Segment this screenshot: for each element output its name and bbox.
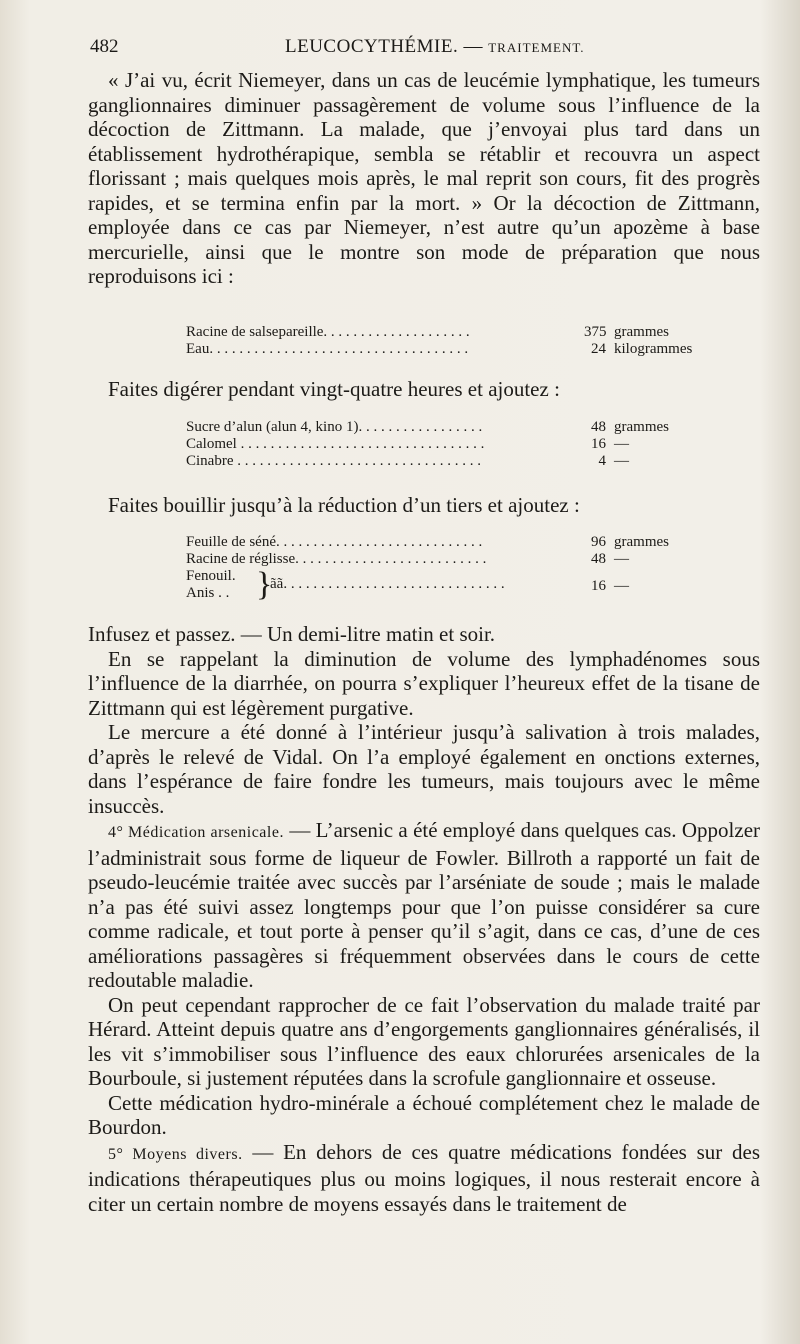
recipe-unit: — (614, 578, 629, 594)
running-title (285, 36, 585, 58)
section-4-text: — L’arsenic a été employé dans quelques cas. Oppolzer l’administrait sous forme de liqueur de Fowler. Billroth a rapporté un fait de pseudo-leucémie traitée avec succès par l’arséniate de soude ; mais le malade n’a pas été suivi assez longtemps pour que l’on puisse considérer sa cure comme radicale, et tout porte à penser qu’il s’agit, dans ce cas, d’une de ces améliorations passagères si fréquemment observées dans le cours de cette redoutable maladie. (88, 818, 761, 992)
recipe-additions (186, 419, 706, 470)
recipe-row (186, 534, 706, 551)
instruction-digest: Faites digérer pendant vingt-quatre heures et ajoutez : (108, 377, 560, 401)
combined-ingredient: Fenouil. (186, 568, 236, 584)
recipe-unit: grammes (614, 534, 669, 550)
recipe-ingredient: Eau. . . . . . . . . . . . . . . . . . . . . . . . . . . . . . . . . . . (186, 341, 469, 357)
recipe-quantity: 16 (591, 578, 606, 594)
recipe-row (186, 341, 706, 358)
section-5-heading: 5° Moyens divers. (108, 1145, 243, 1163)
paragraph-bourdon: Cette médication hydro-minérale a échoué complétement chez le malade de Bourdon. (88, 1090, 760, 1139)
paragraph-niemeyer-quote: « J’ai vu, écrit Niemeyer, dans un cas de leucémie lymphatique, les tumeurs ganglionnaires diminuer passagèrement de volume sous l’influence de la décoction de Zittmann. La malade, que j’envoyai plus tard dans un établissement hydrothérapique, sembla se rétablir et recouvra un aspect florissant ; mais quelques mois après, le mal reprit son cours, fit des progrès rapides, et se termina enfin par la mort. » Or la décoction de Zittmann, employée dans ce cas par Niemeyer, n’est autre qu’un apozème à base mercurielle, ainsi que le montre son mode de préparation que nous reproduisons ici : (88, 68, 760, 288)
recipe-unit: — (614, 551, 629, 567)
recipe-unit: kilogrammes (614, 341, 693, 357)
paragraph-section-5 (88, 1140, 760, 1217)
recipe-unit: — (614, 453, 629, 469)
recipe-quantity: 96 (591, 534, 606, 550)
recipe-unit: grammes (614, 324, 669, 340)
recipe-quantity: 24 (591, 341, 606, 357)
recipe-ana: ãã. . . . . . . . . . . . . . . . . . . . . . . . . . . . . . (270, 576, 505, 592)
combined-ingredient: Anis . . (186, 585, 230, 601)
combined-ingredients (186, 568, 266, 602)
recipe-unit: grammes (614, 419, 669, 435)
body-paragraph-block (88, 622, 760, 1216)
recipe-row-combined (186, 568, 706, 608)
recipe-unit: — (614, 436, 629, 452)
recipe-ingredient: Racine de salsepareille. . . . . . . . . . . . . . . . . . . . (186, 324, 470, 340)
recipe-quantity: 48 (591, 551, 606, 567)
recipe-quantity: 4 (598, 453, 606, 469)
recipe-decoction (186, 324, 706, 358)
recipe-quantity: 16 (591, 436, 606, 452)
recipe-ingredient: Cinabre . . . . . . . . . . . . . . . . . . . . . . . . . . . . . . . . . (186, 453, 481, 469)
running-title-sub: TRAITEMENT. (488, 40, 585, 55)
recipe-quantity: 375 (584, 324, 607, 340)
paragraph-section-4 (88, 818, 760, 993)
paragraph-infusez: Infusez et passez. — Un demi-litre matin et soir. (88, 622, 496, 646)
paragraph-herard: On peut cependant rapprocher de ce fait l’observation du malade traité par Hérard. Atteint depuis quatre ans d’engorgements ganglionnaires généralisés, il les vit s’immobiliser sous l’influence des eaux chlorurées arsenicales de la Bourboule, si justement réputées dans la scrofule ganglionnaire et osseuse. (88, 992, 760, 1090)
recipe-row (186, 419, 706, 436)
recipe-row (186, 453, 706, 470)
recipe-ingredient: Calomel . . . . . . . . . . . . . . . . . . . . . . . . . . . . . . . . . (186, 436, 485, 452)
recipe-ingredient: Feuille de séné. . . . . . . . . . . . . . . . . . . . . . . . . . . . (186, 534, 483, 550)
running-header (90, 36, 760, 64)
paragraph-diarrhee: En se rappelant la diminution de volume des lymphadénomes sous l’influence de la diarrhée, on pourra s’expliquer l’heureux effet de la tisane de Zittmann qui est légèrement purgative. (88, 646, 760, 720)
section-5-text: — En dehors de ces quatre médications fondées sur des indications thérapeutiques plus ou moins logiques, il nous resterait encore à citer un certain nombre de moyens essayés dans le traitement de (88, 1139, 760, 1216)
page-number: 482 (90, 36, 119, 57)
recipe-ingredient: Racine de réglisse. . . . . . . . . . . . . . . . . . . . . . . . . . (186, 551, 487, 567)
recipe-row (186, 324, 706, 341)
recipe-quantity: 48 (591, 419, 606, 435)
section-4-heading: 4° Médication arsenicale. (108, 824, 284, 841)
brace-glyph: } (256, 566, 273, 603)
recipe-row (186, 436, 706, 453)
instruction-boil: Faites bouillir jusqu’à la réduction d’un tiers et ajoutez : (108, 493, 580, 517)
running-title-main: LEUCOCYTHÉMIE. — (285, 36, 489, 57)
intro-paragraph-block (88, 68, 760, 289)
recipe-ingredient: Sucre d’alun (alun 4, kino 1). . . . . . . . . . . . . . . . . (186, 419, 483, 435)
paragraph-mercure: Le mercure a été donné à l’intérieur jusqu’à salivation à trois malades, d’après le relevé de Vidal. On l’a employé également en onctions externes, dans l’espérance de faire fondre les tumeurs, mais toujours avec le même insuccès. (88, 720, 760, 818)
recipe-infusion (186, 534, 706, 608)
